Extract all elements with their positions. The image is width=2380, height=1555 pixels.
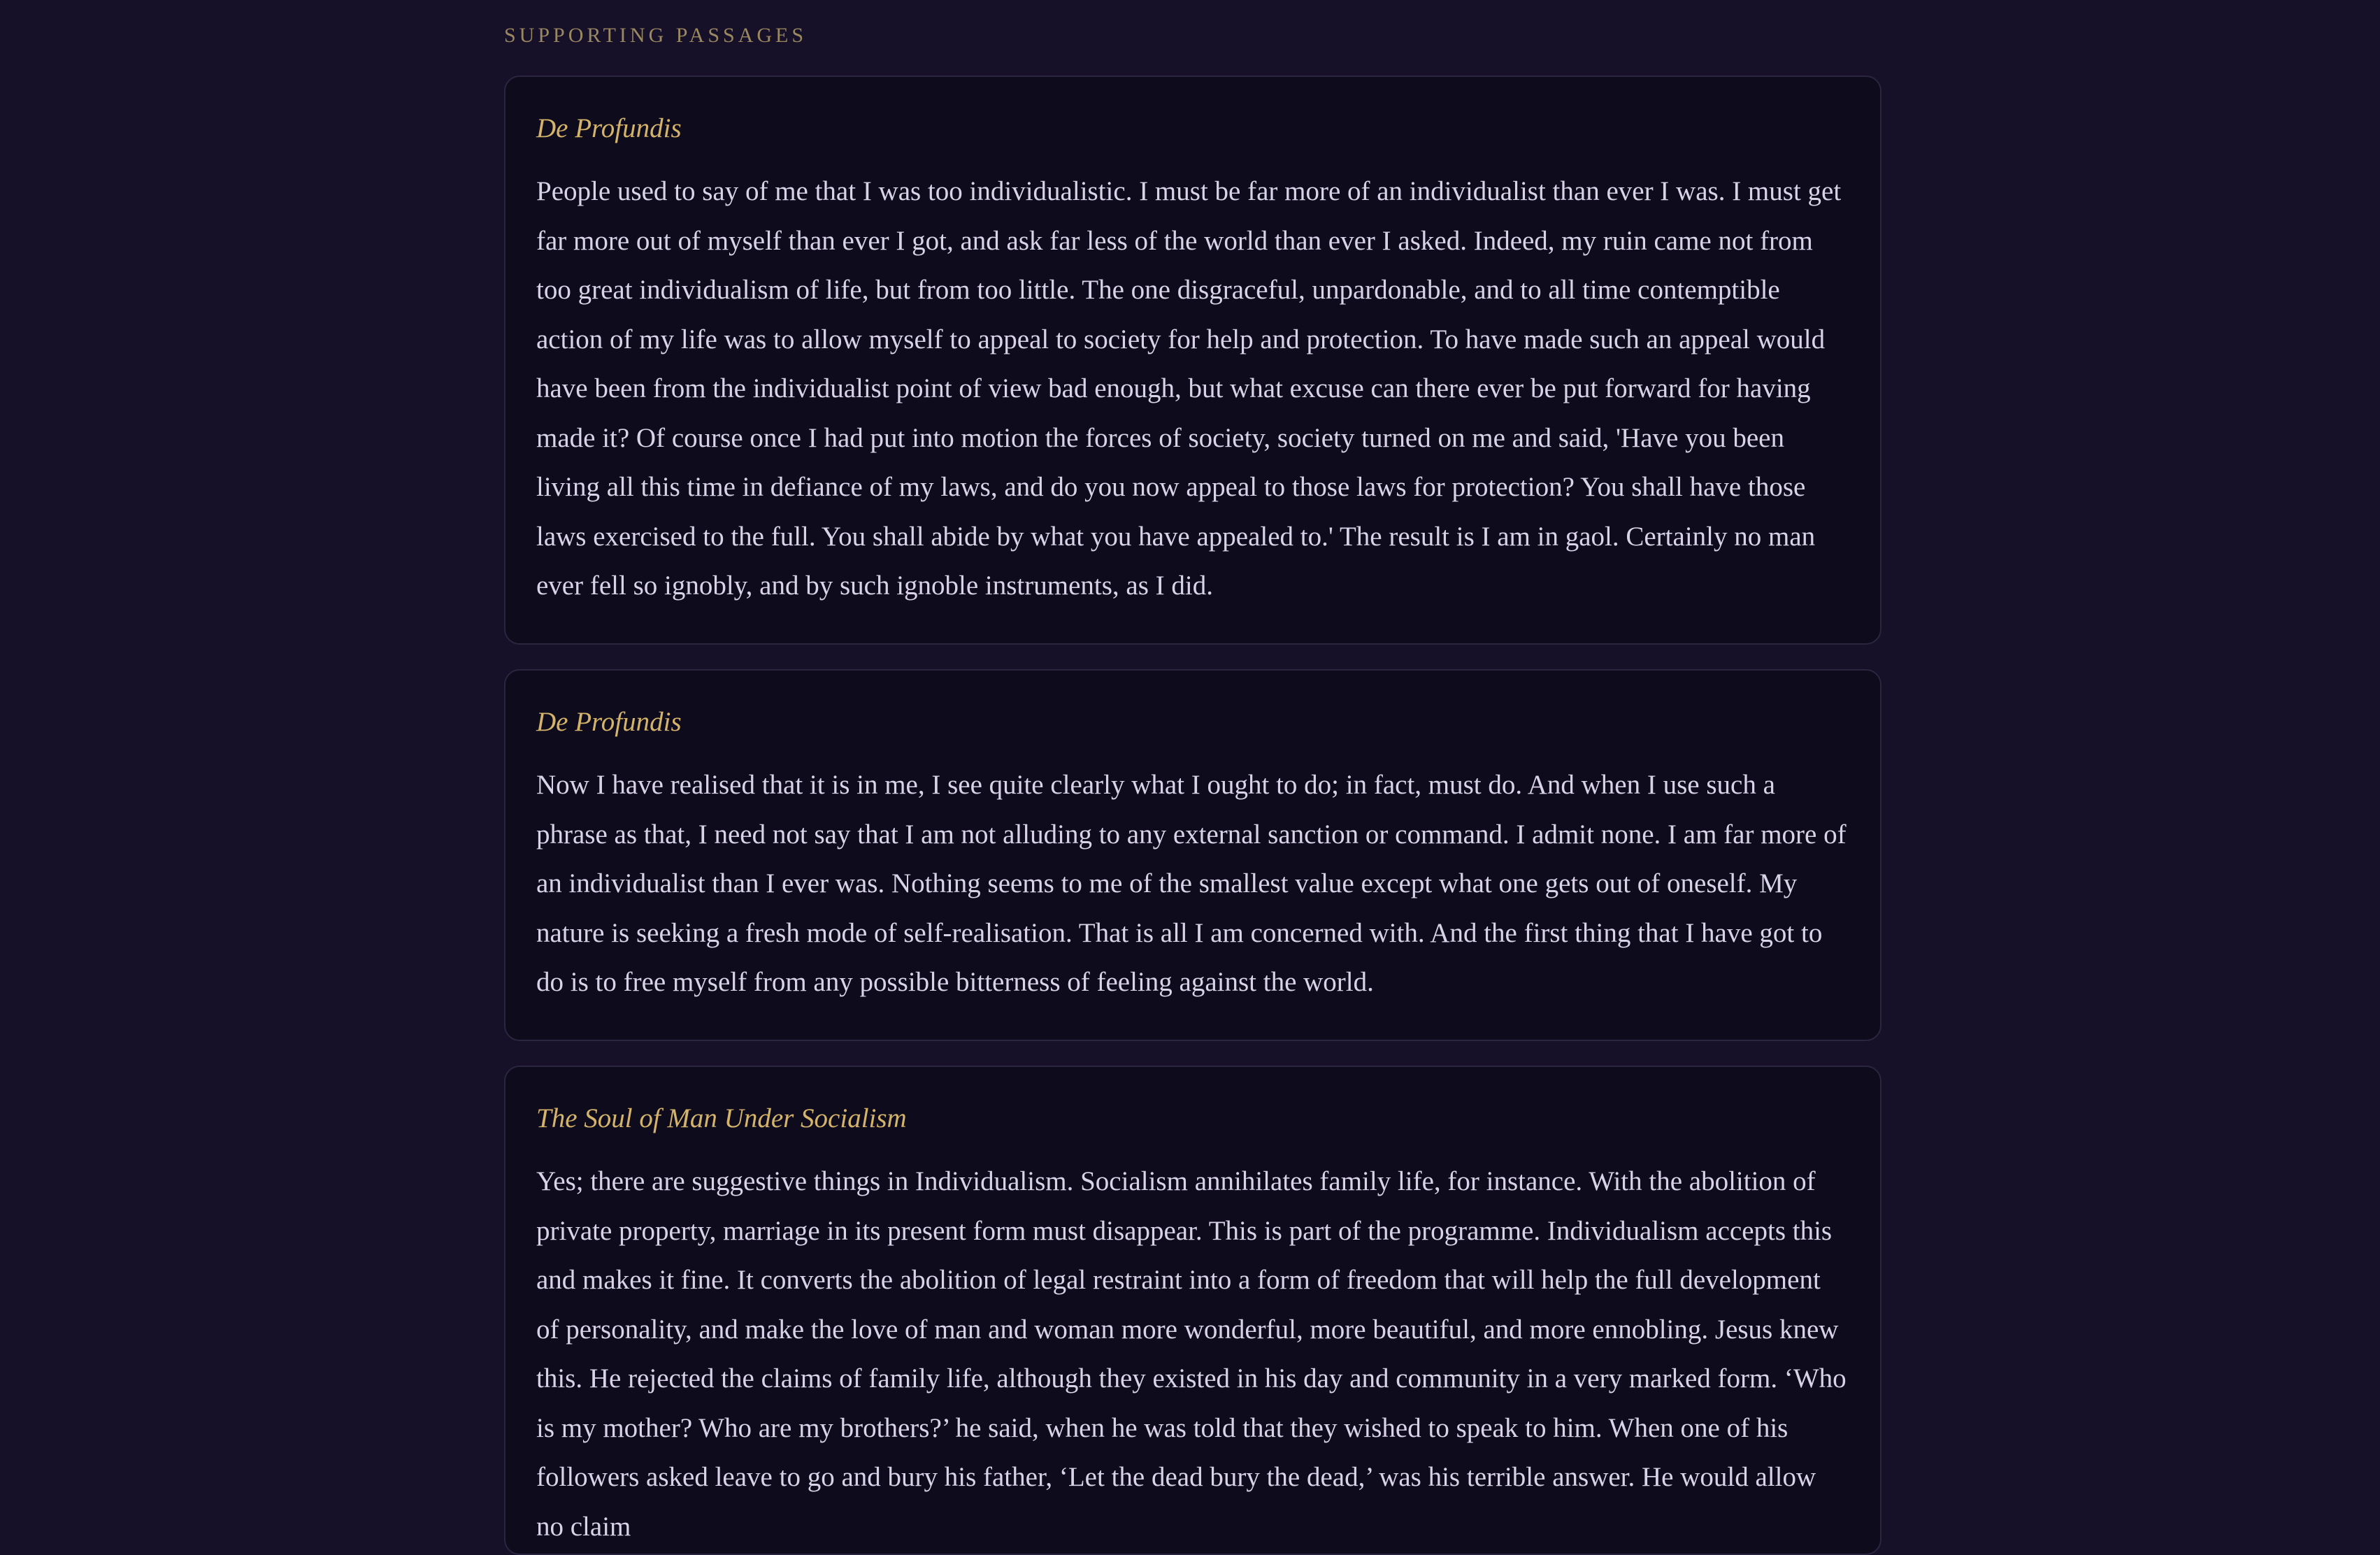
- passage-title: De Profundis: [536, 707, 682, 737]
- passage-card: [504, 1066, 1881, 1555]
- passage-text: People used to say of me that I was too individualistic. I must be far more of an individualist than ever I was. I must get far more out of myself than ever I got, and ask far less of the world than ever I asked. Indeed, my ruin came not from too great individualism of life, but from too little. The one disgraceful, unpardonable, and to all time contemptible action of my life was to allow myself to appeal to society for help and protection. To have made such an appeal would have been from the individualist point of view bad enough, but what excuse can there ever be put forward for having made it? Of course once I had put into motion the forces of society, society turned on me and said, 'Have you been living all this time in defiance of my laws, and do you now appeal to those laws for protection? You shall have those laws exercised to the full. You shall abide by what you have appealed to.' The result is I am in gaol. Certainly no man ever fell so ignobly, and by such ignoble instruments, as I did.: [536, 176, 1842, 601]
- passage-text: Now I have realised that it is in me, I see quite clearly what I ought to do; in fact, must do. And when I use such a phrase as that, I need not say that I am not alluding to any external sanction or command. I admit none. I am far more of an individualist than I ever was. Nothing seems to me of the smallest value except what one gets out of oneself. My nature is seeking a fresh mode of self-realisation. That is all I am concerned with. And the first thing that I have got to do is to free myself from any possible bitterness of feeling against the world.: [536, 770, 1847, 997]
- passage-text: Yes; there are suggestive things in Individualism. Socialism annihilates family life, for instance. With the abolition of private property, marriage in its present form must disappear. This is part of the programme. Individualism accepts this and makes it fine. It converts the abolition of legal restraint into a form of freedom that will help the full development of personality, and make the love of man and woman more wonderful, more beautiful, and more ennobling. Jesus knew this. He rejected the claims of family life, although they existed in his day and community in a very marked form. ‘Who is my mother? Who are my brothers?’ he said, when he was told that they wished to speak to him. When one of his followers asked leave to go and bury his father, ‘Let the dead bury the dead,’ was his terrible answer. He would allow no claim: [536, 1166, 1847, 1542]
- section-label: SUPPORTING PASSAGES: [504, 24, 808, 47]
- passage-card: [504, 669, 1881, 1041]
- passage-title: De Profundis: [536, 113, 682, 143]
- passage-card: [504, 76, 1881, 645]
- passage-title: The Soul of Man Under Socialism: [536, 1103, 907, 1133]
